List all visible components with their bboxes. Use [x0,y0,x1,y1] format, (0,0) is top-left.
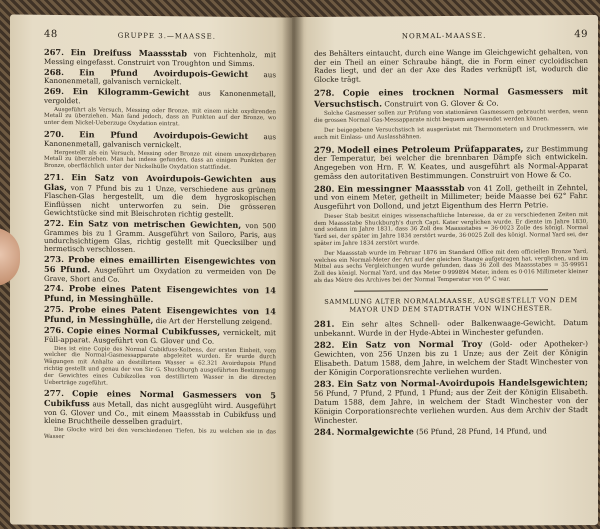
entry-body: Der Maassstab wurde im Februar 1876 im Standard Office mit dem officiellen Bronze Yard, welches ein Normal-Meter der Art auf der gleichen Stange aufgetragen hat, verglichen, und im Mittel aus sechs Vergleichungen wurde gefunden, dass 36 Zoll des Maassstabes = 35·99951 Zoll des königl. Normal Yard, und das Meter 0·999894 Meter, indem es 0·016 Millimeter kleiner als das Mètre des Archives bei der Normal Temperatur von 0° C war. [314,248,588,284]
entry-number: 272. [44,217,64,229]
left-entries [44,48,276,443]
entry-number: 283. [314,379,335,390]
entry-body: zur Bestimmung der Temperatur, bei welcher die brennbaren Dämpfe sich entwickeln. Angegeben von Hrn. F. W. Keates, und ausgeführt als Normal-Apparat gemäss den autoritativen Bestimmungen. Construirt von Howe & Co. [314,143,589,182]
entry-note [44,345,276,388]
entry-body: Dieser Stab besitzt einiges wissenschaftliche Interesse, da er zu verschiedenen Zeiten mit dem Maassstabe Shuckburgh's durch Capt. Kater verglichen wurde. Er diente im Jahre 1830, und sodann im Jahre 1831, dass 36 Zoll des Maassstabes = 36·0023 Zolle des königl. Normal Yard sei, der später im Jahre 1834 zerstört wurde, 36·0025 Zoll des königl. Normal Yard sei, der später im Jahre 1834 zerstört wurde. [314,211,588,247]
entry-body: Der beigegebene Versuchstisch ist ausgerüstet mit Thermometern und Druckmessern, wie auch mit Einlass- und Auslasshähnen. [314,125,588,141]
catalog-entry [44,67,276,87]
continuation-text: des Behälters eintaucht, durch eine Wange im Gleichgewicht gehalten, von der ein Theil an einer Schraube hängt, die in Form einer cycloidischen Rades liegt, und der an der Axe des Rades verknüpft ist, wodurch die Glocke trägt. [314,47,588,84]
entry-body: aus Kanonenmetall, galvanisch vernickelt. [44,132,276,150]
catalog-entry [314,377,588,425]
entry-body: von 500 Grammes bis zu 1 Gramm. Ausgeführt von Sailoro, Paris, aus undurchsichtigem Glas, richtig gestellt mit Quecksilber und hermetisch verschlossen. [44,220,276,255]
entry-title: Ein Satz von Avoirdupois-Gewichten aus Glas, [44,172,276,192]
entry-body: die Art der Herstellung zeigend. [155,315,273,327]
entry-number: 268. [44,66,64,77]
right-page [292,15,598,527]
entry-body: vernickelt, mit Füll-apparat. Ausgeführt von G. Glover und Co. [44,327,276,346]
catalog-entry [44,130,276,150]
entry-title: Ein Dreifuss Maassstab [70,47,188,59]
catalog-entry [44,48,276,68]
entry-body: Ein sehr altes Schnell- oder Balkenwaage-Gewicht. Datum unbekannt. Wurde in der Hyde-Abtei in Winchester gefunden. [314,318,589,338]
left-page [10,15,292,528]
entry-note [44,149,276,172]
left-running-head: GRUPPE 3.—MAASSE. [117,31,216,41]
entry-note [314,109,588,125]
entry-title: Ein messingner Maassstab [337,182,465,194]
catalog-entry [44,389,276,427]
entry-title: Probe eines Patent Eisengewichtes von 14 Pfund, in Messinghülle. [44,283,276,305]
entry-body: (Gold- oder Apotheker-) Gewichten, von 256 Unzen bis zu 1 Unze; aus der Zeit der Königin Elisabeth. Datum 1588, dem Jahre, in welchem der Stadt Winchester von der Königin Corporationsrechte verliehen wurden. [314,339,588,377]
catalog-entry [44,219,276,256]
section-heading: SAMMLUNG ALTER NORMALMAASSE, AUSGESTELLT VON DEM MAYOR UND DEM STADTRATH VON WINCHESTER. [324,295,578,315]
entry-title: Ein Satz von metrischen Gewichten, [68,218,242,230]
entry-body: Die Glocke wird bei den verschiedenen Tiefen, bis zu welchen sie in das Wasser [44,427,276,440]
entry-number: 284. [314,427,335,438]
entry-title: Ein Pfund Avoirdupois-Gewicht [79,66,249,79]
section-divider [354,289,548,291]
entry-title: Probe eines Patent Eisengewichtes von 14 Pfund, in Messinghülle, [44,304,276,325]
entry-title: Normalgewichte [336,426,414,438]
right-running-head: NORMAL-MAASSE. [401,31,487,41]
entry-body: aus Kanonenmetall, vergoldet. [44,88,276,105]
entry-title: Copie eines Normal Cubikfusses, [66,325,221,337]
left-page-header [44,29,276,42]
catalog-entry [44,284,276,306]
catalog-entry [314,425,588,438]
catalog-entry [314,317,588,339]
catalog-entry [44,305,276,327]
entry-note [44,106,276,129]
entry-number: 276. [44,324,64,336]
right-page-number: 49 [574,29,588,41]
entry-title: Ein Satz von Normal-Avoirdupois Handelsgewichten; [337,377,588,390]
entry-body: (56 Pfund, 28 Pfund, 14 Pfund, und [416,426,547,437]
entry-title: Ein Kilogramm-Gewicht [72,86,190,98]
entry-note [314,249,588,285]
entry-number: 271. [44,171,64,183]
entry-title: Ein Satz von Normal Troy [341,339,483,351]
entry-body: Ausgeführt um Oxydation zu vermeiden von De Grave, Short and Co. [44,265,276,284]
entry-number: 282. [314,340,335,351]
entry-note [44,427,276,443]
entry-body: 56 Pfund, 7 Pfund, 2 Pfund, 1 Pfund; aus der Zeit der Königin Elisabeth. Datum 1588, dem Jahre, in welchem der Stadt Winchester von der Königin Corporationsrechte verliehen wurden. Aus dem Archiv der Stadt Winchester. [314,387,588,425]
entry-title: Ein Pfund Avoirdupois-Gewicht [79,129,249,142]
entry-body: von 7 Pfund bis zu 1 Unze, verschiedene aus grünem Flaschen-Glas hergestellt, um die dem hygroskopischen Einflüssen nicht unterworfen zu sein. Die grösseren Gewichtstücke sind mit Bleischroten richtig gestellt. [44,182,276,219]
entry-number: 281. [314,318,335,329]
catalog-entry [314,86,588,110]
catalog-entry [314,182,588,213]
entry-number: 277. [44,388,64,399]
open-book [10,4,600,529]
entry-body: von 41 Zoll, getheilt in Zehntel, und von einem Meter, getheilt in Millimeter; beide Maasse bei 62° Fahr. Ausgeführt von Dollond, und jetzt Eigenthum des Herrn Petrie. [314,182,589,212]
right-page-header [314,29,588,42]
right-entries [314,86,588,285]
right-entries-2 [314,317,588,438]
entry-title: Copie eines Normal Gasmessers von 5 Cubikfuss [44,388,276,409]
entry-body: Hergestellt als ein Versuch, Messing oder Bronze mit einem unoxydirbaren Metall zu überziehen. Man hat indess gefunden, dass an einigen Punkten der Bronze, oberflächlich unter der Nickelhülle Oxydation stattfindet. [44,149,276,172]
entry-note [314,126,588,142]
entry-body: Dies ist eine Copie des Normal Cubikfuss-Kolbens, der ersten Einheit, vom welcher die Normal-Gasmessapparate abgeleitet wurden. Er wurde durch Wägungen mit Anhalte an destillirtem Wasser = 62.321 Avoirdupois Pfund richtig gestellt und genau der von Sir G. Shuckburgh ausgeführten Bestimmung der Gewichtes eines Cubikzolles von destillirtem Wasser in die directen Ueberträge zugeführt. [44,345,276,387]
catalog-entry [44,326,276,346]
entry-title: Modell eines Petroleum Prüfapparates, [337,142,524,155]
entry-number: 274. [44,283,64,294]
entry-number: 273. [44,254,64,265]
entry-body: aus Kanonenmetall, galvanisch vernickelt. [44,69,276,87]
entry-title: Probe eines emaillirten Eisengewichtes von 56 Pfund. [44,254,276,275]
catalog-entry [44,173,276,220]
entry-number: 269. [44,85,64,97]
entry-number: 275. [44,304,64,315]
entry-body: von Fichtenholz, mit Messing eingefasst. Construirt von Troughton und Simms. [44,49,276,68]
entry-note [314,212,588,248]
catalog-entry [314,143,588,182]
entry-title: Copie eines trocknen Normal Gasmessers mit Versuchstisch. [314,86,588,109]
entry-number: 278. [314,87,335,98]
catalog-entry [44,255,276,285]
catalog-entry [314,338,588,377]
entry-body: aus Metall, das nicht ausgeglüht wird. Ausgeführt von G. Glover und Co., mit einem Maassstab in Cubikfuss und kleine Bruchtheile desselben graduirt. [44,399,276,427]
entry-number: 267. [44,46,64,58]
entry-number: 280. [314,183,335,194]
catalog-entry [44,87,276,107]
entry-body: Solche Gasmesser sollen zur Prüfung von stationären Gasmessern gebraucht werden, wenn die grossen Normal Gas-Messapparate nicht bequem angewendet werden können. [314,109,588,125]
entry-number: 270. [44,128,64,140]
entry-number: 279. [314,144,335,155]
left-page-number: 48 [44,28,58,41]
entry-body: Ausgeführt als Versuch, Messing oder Bronze, mit einem nicht oxydirenden Metall zu überziehen. Man fand jedoch, dass an Punkten auf der Bronze, wo unter dem Nickel-Ueberzuge Oxydation eintrat. [44,106,276,128]
entry-body: Construirt von G. Glover & Co. [384,98,499,109]
